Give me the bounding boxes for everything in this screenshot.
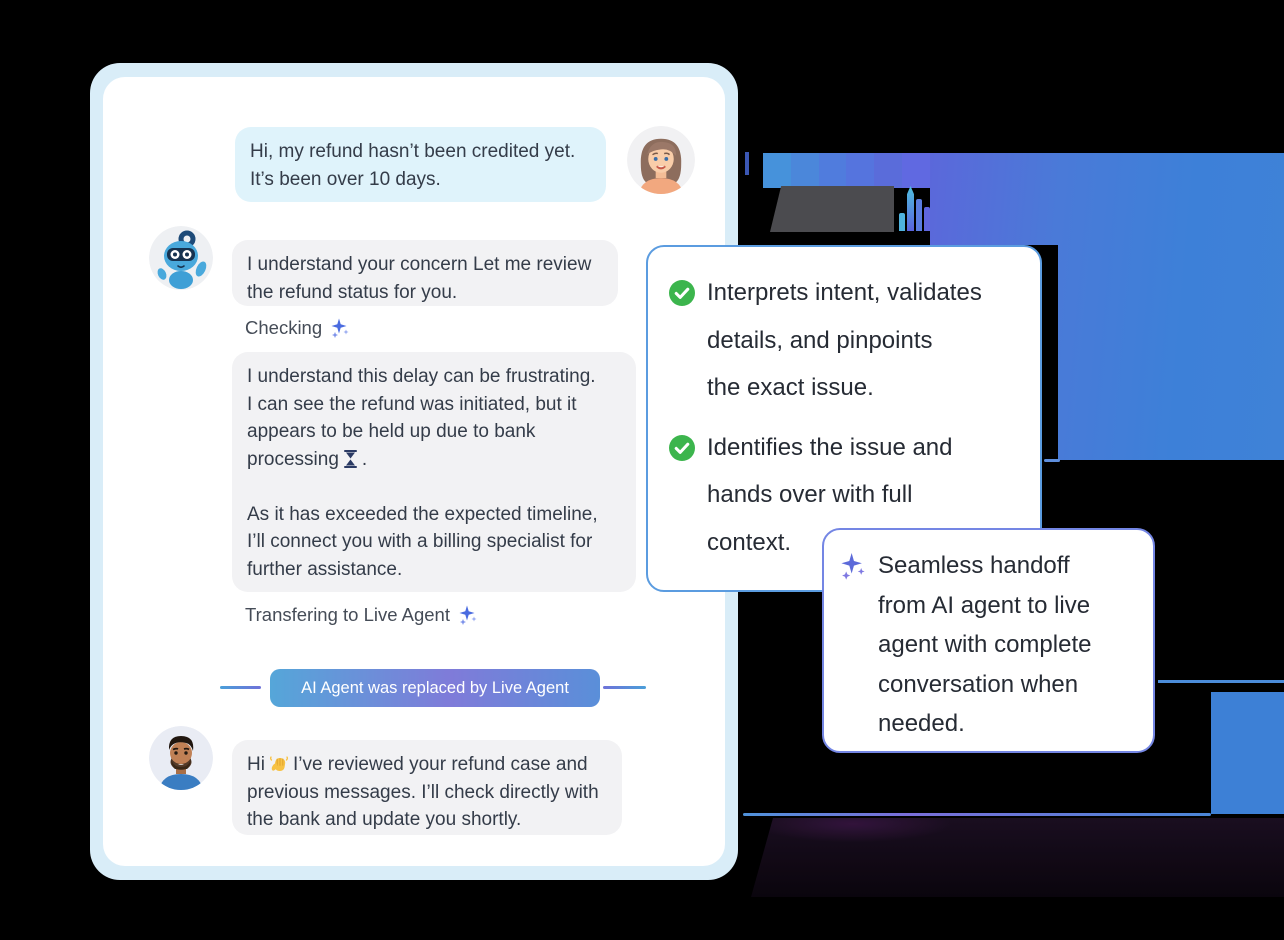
sparkle-icon: [329, 317, 351, 339]
ai-message-1-text: I understand your concern Let me review the refund status for you.: [247, 254, 592, 303]
live-message-rest: previous messages. I’ll check directly with the bank and update you shortly.: [247, 781, 599, 830]
customer-avatar: [627, 126, 695, 194]
status-transferring: [245, 604, 479, 626]
divider-line-left: [220, 686, 261, 689]
ai-message-2-paragraph-1: I understand this delay can be frustrating. I can see the refund was initiated, but it appears to be held up due to bank: [247, 366, 596, 442]
user-message-bubble: [235, 127, 606, 202]
status-checking: [245, 317, 351, 339]
dark-background-blob: [743, 818, 1284, 897]
chat-panel-inner: [103, 77, 725, 866]
ai-message-bubble-1: [232, 240, 618, 306]
handoff-badge-label: AI Agent was replaced by Live Agent: [301, 678, 569, 697]
check-circle-icon: [668, 279, 696, 307]
live-message-line-1-text: I’ve reviewed your refund case and: [292, 754, 588, 775]
callout-item-3-text: Seamless handoff from AI agent to live agent with complete conversation when needed.: [878, 552, 1092, 738]
ai-agent-avatar: [149, 226, 213, 290]
accent-blue-square: [1211, 692, 1284, 814]
sparkle-icon: [838, 551, 868, 581]
live-message-line-1: [247, 751, 607, 779]
chat-panel: [90, 63, 738, 880]
sentence-period: .: [361, 448, 368, 470]
accent-line-stub: [1044, 459, 1060, 462]
ai-message-2-paragraph-1-end: [247, 446, 621, 474]
accent-line-right: [1158, 680, 1284, 683]
gradient-bar-mosaic: [763, 153, 930, 188]
processing-word: processing: [247, 448, 339, 470]
woman-avatar-icon: [627, 126, 695, 194]
callout-item-1: [668, 269, 1026, 412]
soundwave-bars-icon: [899, 186, 932, 231]
check-circle-icon: [668, 434, 696, 462]
robot-avatar-icon: [149, 226, 213, 290]
man-avatar-icon: [149, 726, 213, 790]
feature-callout-card-2: [822, 528, 1155, 753]
ai-message-2-paragraph-2: As it has exceeded the expected timeline, I’ll connect you with a billing specialist for further assistance.: [247, 503, 598, 580]
status-transferring-label: Transfering to Live Agent: [245, 604, 450, 625]
callout-item-3: [838, 546, 1143, 744]
ai-message-bubble-2: [232, 352, 636, 592]
live-agent-avatar: [149, 726, 213, 790]
hourglass-icon: [343, 449, 358, 469]
greeting-word: Hi: [247, 754, 265, 775]
waving-hand-icon: [269, 755, 289, 775]
status-checking-label: Checking: [245, 317, 323, 338]
live-agent-message-bubble: [232, 740, 622, 835]
callout-item-1-text: Interprets intent, validates details, and pinpoints the exact issue.: [707, 279, 982, 401]
clipped-heading-blob: [770, 186, 894, 232]
handoff-badge: [270, 669, 600, 707]
clipped-blue-sliver: [745, 152, 749, 175]
sparkle-icon: [457, 604, 479, 626]
accent-line-bottom: [743, 813, 1211, 816]
divider-line-right: [603, 686, 646, 689]
user-message-text: Hi, my refund hasn’t been credited yet. It’s been over 10 days.: [250, 141, 576, 190]
callout-item-2-text: Identifies the issue and hands over with full context.: [707, 433, 953, 556]
